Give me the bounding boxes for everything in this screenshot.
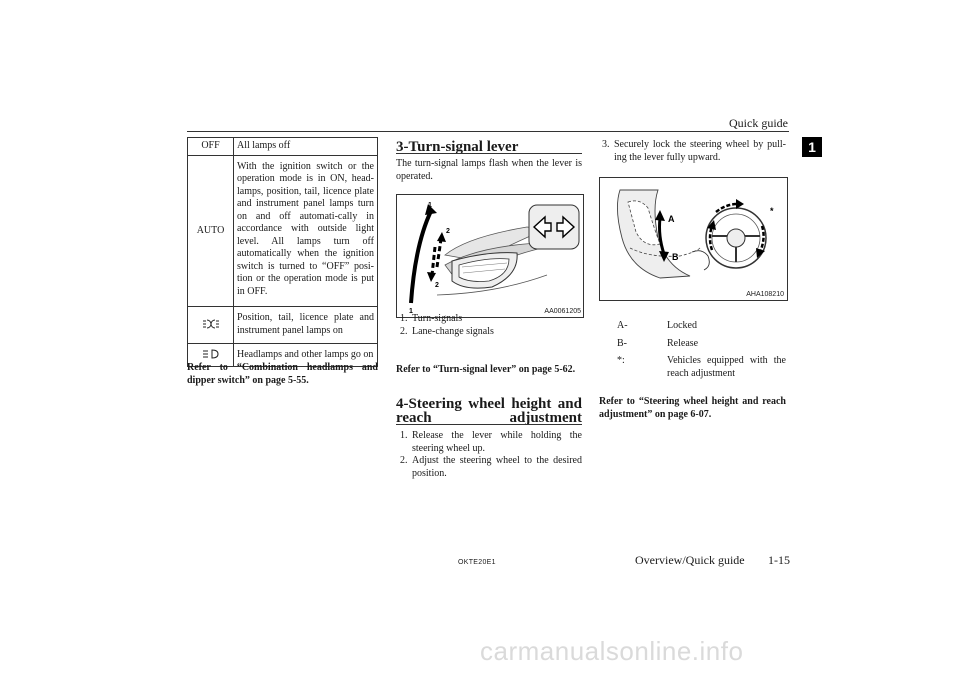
header-rule xyxy=(187,131,789,132)
turn-signal-reference: Refer to “Turn-signal lever” on page 5-62. xyxy=(396,364,576,375)
table-key-cell: OFF xyxy=(188,138,234,156)
figure-label-1: 1 xyxy=(428,202,432,209)
turn-signal-intro: The turn-signal lamps flash when the lever is operated. xyxy=(396,158,582,182)
steering-steps-list xyxy=(400,430,582,480)
figure-label-2: 2 xyxy=(446,228,450,235)
figure-label-b: B xyxy=(672,252,679,262)
heading-underline xyxy=(396,424,582,425)
lamp-switch-table xyxy=(187,137,378,367)
figure-code: AA0061205 xyxy=(544,308,581,315)
legend-key: A- xyxy=(617,320,628,331)
table-value-cell: All lamps off xyxy=(234,138,378,156)
watermark: carmanualsonline.info xyxy=(480,636,744,666)
list-text: Lane-change signals xyxy=(412,325,494,337)
list-item xyxy=(400,313,582,326)
position-lamp-icon xyxy=(203,319,219,329)
legend-row xyxy=(617,338,786,351)
figure-label-a: A xyxy=(668,214,675,224)
legend-row xyxy=(617,355,786,380)
steering-figure xyxy=(599,177,788,301)
table-key-cell xyxy=(188,307,234,344)
document-code: OKTE20E1 xyxy=(458,559,496,566)
table-row xyxy=(188,138,378,156)
table-value-cell: Position, tail, licence plate and instrument panel lamps on xyxy=(234,307,378,344)
legend-key: *: xyxy=(617,355,625,366)
list-number: 2. xyxy=(400,455,408,466)
list-item xyxy=(602,139,786,164)
list-item xyxy=(400,326,582,339)
figure-label-star: * xyxy=(770,206,774,216)
steering-illustration xyxy=(600,178,787,300)
legend-key: B- xyxy=(617,337,627,349)
header-section-title: Quick guide xyxy=(729,116,788,130)
steering-reference: Refer to “Steering wheel height and reach adjustment” on page 6-07. xyxy=(599,396,786,420)
list-text: Release the lever while holding the steering wheel up. xyxy=(412,430,582,454)
headlamp-icon xyxy=(203,349,219,359)
turn-signal-list xyxy=(400,313,582,338)
legend-row xyxy=(617,320,786,333)
lamp-reference: Refer to “Combination headlamps and dipper switch” on page 5-55. xyxy=(187,362,378,386)
legend-value: Vehicles equipped with the reach adjustment xyxy=(667,355,786,379)
turn-signal-illustration xyxy=(397,195,583,317)
list-text: Securely lock the steering wheel by pull-ing the lever fully upward. xyxy=(614,139,786,163)
list-item xyxy=(400,430,582,455)
table-row xyxy=(188,155,378,307)
table-key-cell: AUTO xyxy=(188,155,234,307)
list-text: Adjust the steering wheel to the desired position. xyxy=(412,455,582,479)
figure-code: AHA108210 xyxy=(746,291,784,298)
list-number: 1. xyxy=(400,430,408,441)
chapter-tab: 1 xyxy=(802,137,822,157)
list-item xyxy=(400,455,582,480)
list-number: 1. xyxy=(400,313,408,324)
list-text: Turn-signals xyxy=(412,313,463,324)
heading-underline xyxy=(396,153,582,154)
steering-legend xyxy=(617,320,786,380)
steering-steps-list-cont xyxy=(602,139,786,164)
legend-value: Locked xyxy=(667,320,697,331)
table-value-cell: Headlamps and other lamps go on xyxy=(234,344,378,367)
page-number: 1-15 xyxy=(768,553,790,567)
turn-signal-heading: 3-Turn-signal lever xyxy=(396,139,519,155)
turn-signal-figure xyxy=(396,194,584,318)
table-row xyxy=(188,307,378,344)
list-number: 2. xyxy=(400,325,408,337)
table-value-cell: With the ignition switch or the operation mode is in ON, head-lamps, position, tail, licence plate and instrument panel lamps turn on and off automati-cally in accordance with outside light level. All lamps turn off automatically when the ignition switch is turned to “OFF” posi-tion or the operation mode is put in OFF. xyxy=(234,155,378,307)
list-number: 3. xyxy=(602,139,610,150)
legend-value: Release xyxy=(667,337,699,349)
steering-heading: 4-Steering wheel height and reach adjustment xyxy=(396,396,582,426)
figure-label-2: 2 xyxy=(435,282,439,289)
figure-label-1: 1 xyxy=(409,308,413,315)
footer-chapter-title: Overview/Quick guide xyxy=(635,553,745,567)
